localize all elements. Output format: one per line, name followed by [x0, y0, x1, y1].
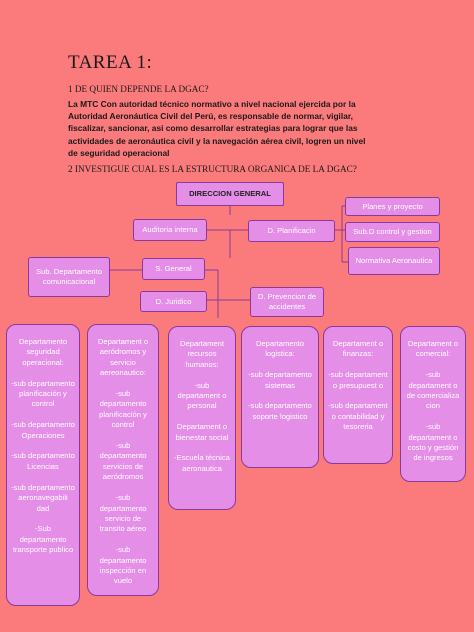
- page-title: TAREA 1:: [68, 52, 153, 73]
- box-auditoria-interna: Auditoria interna: [133, 219, 207, 241]
- col-recursos-humanos: Departament recursos humanos: -sub departament o personal Departament o bienestar social -Escuela técnica aeronautica: [168, 326, 236, 510]
- box-prevencion-accidentes: D. Prevencion de accidentes: [250, 287, 324, 317]
- box-s-general: S. General: [142, 258, 205, 280]
- question-1: 1 DE QUIEN DEPENDE LA DGAC?: [68, 84, 209, 94]
- answer-1: La MTC Con autoridad técnico normativo a nivel nacional ejercida por la Autoridad Aeronáutica Civil del Perú, es responsable de normar, vigilar, fiscalizar, sancionar, asi como desarrollar estrategias para lograr que las actividades de aeronáutica civil y la navegación aérea civil, logren un nivel de seguridad operacional: [68, 99, 366, 158]
- box-juridico: D. Juridico: [140, 291, 207, 312]
- box-sub-comunicacional: Sub. Departamento comunicacional: [28, 257, 110, 297]
- box-normativa-aeronautica: Normativa Aeronautica: [348, 247, 440, 275]
- box-sub-control-gestion: Sub.D control y gestion: [345, 222, 440, 242]
- box-planificacion: D. Planificacin: [248, 220, 335, 242]
- box-direccion-general: DIRECCION GENERAL: [176, 182, 284, 206]
- col-logistica: Departamento logistica: -sub departamento sistemas -sub departamento soporte logistico: [241, 326, 319, 468]
- col-seguridad-operacional: Departamento seguridad operacional: -sub departamento planificación y control -sub departamento Operaciones -sub departamento Licencias -sub departamento aeronavegabili dad -Sub departamento transporte publico: [6, 324, 80, 606]
- col-comercial: Departament o comercial: -sub departament o de comercializa cion -sub departament o costo y gestión de ingresos: [400, 326, 466, 482]
- question-2: 2 INVESTIGUE CUAL ES LA ESTRUCTURA ORGANICA DE LA DGAC?: [68, 164, 357, 174]
- col-aerodromos: Departament o aeródromos y servicio aereonautico: -sub departamento planificación y control -sub departamento servicios de aeródromos -sub departamento servicio de transito aéreo -sub departamento inspección en vuelo: [87, 324, 159, 596]
- box-planes-proyecto: Planes y proyecto: [345, 197, 440, 216]
- col-finanzas: Departament o finanzas: -sub departament o presupuest o -sub departament o contabilidad y tesoreria: [323, 326, 393, 464]
